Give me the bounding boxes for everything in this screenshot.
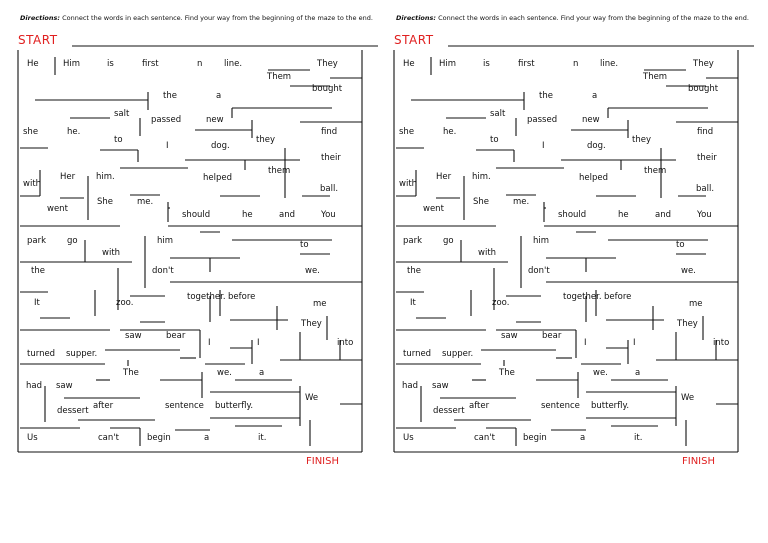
maze-word: dessert xyxy=(57,406,89,416)
maze-word: before xyxy=(228,292,256,302)
maze-word: me xyxy=(689,299,703,309)
maze-word: first xyxy=(518,59,535,69)
maze-word: bear xyxy=(542,331,562,341)
maze-word: I xyxy=(166,141,169,151)
maze-word: before xyxy=(604,292,632,302)
maze-word: The xyxy=(123,368,139,378)
maze-word: first xyxy=(142,59,159,69)
maze-word: It xyxy=(410,298,416,308)
maze-word: I xyxy=(584,338,587,348)
maze-word: she xyxy=(23,127,39,137)
maze-word: I xyxy=(257,338,260,348)
maze-word: should xyxy=(182,210,211,220)
maze-word: helped xyxy=(203,173,232,183)
maze-word: I xyxy=(633,338,636,348)
maze-word: supper. xyxy=(66,349,98,359)
maze-word: Us xyxy=(403,433,414,443)
maze-word: they xyxy=(256,135,275,145)
maze-word: a xyxy=(259,368,265,378)
maze-word: it. xyxy=(258,433,267,443)
maze-word: They xyxy=(317,59,338,69)
directions-text: Connect the words in each sentence. Find your way from the beginning of the maze to the end. xyxy=(62,14,373,22)
maze-word: to xyxy=(676,240,685,250)
maze-word: They xyxy=(677,319,698,329)
maze-word: salt xyxy=(490,109,506,119)
directions-text: Connect the words in each sentence. Find your way from the beginning of the maze to the end. xyxy=(438,14,749,22)
maze-word: can't xyxy=(98,433,119,443)
maze-word: he. xyxy=(67,127,81,137)
maze-word: park xyxy=(403,236,423,246)
maze-word: passed xyxy=(151,115,182,125)
maze-word: with xyxy=(102,248,121,258)
maze-word: You xyxy=(321,210,336,220)
maze-word: we. xyxy=(217,368,232,378)
maze-word: You xyxy=(697,210,712,220)
maze-word: ball. xyxy=(696,184,715,194)
maze-word: I xyxy=(208,338,211,348)
maze-word: they xyxy=(632,135,651,145)
maze-word: She xyxy=(473,197,490,207)
maze-word: line. xyxy=(600,59,619,69)
maze-word: into xyxy=(713,338,730,348)
maze-word: went xyxy=(47,204,68,214)
maze-word: a xyxy=(580,433,586,443)
maze-word: Her xyxy=(60,172,76,182)
maze-word: go xyxy=(443,236,454,246)
maze-word: the xyxy=(539,91,553,101)
maze-word: and xyxy=(655,210,671,220)
maze-word: him. xyxy=(472,172,491,182)
maze-word: line. xyxy=(224,59,243,69)
maze-word: after xyxy=(469,401,490,411)
maze-word: to xyxy=(300,240,309,250)
maze-word: he xyxy=(618,210,629,220)
directions-label: Directions: xyxy=(396,14,436,22)
maze-word: a xyxy=(204,433,210,443)
maze-word: saw xyxy=(501,331,518,341)
maze-word: the xyxy=(407,266,421,276)
maze-word: It xyxy=(34,298,40,308)
maze-word: a xyxy=(216,91,222,101)
maze-word: park xyxy=(27,236,47,246)
maze-word: new xyxy=(206,115,224,125)
maze-word: is xyxy=(107,59,114,69)
maze-word: He xyxy=(27,59,39,69)
maze-word: dog. xyxy=(587,141,606,151)
maze-word: saw xyxy=(125,331,142,341)
maze-word: I xyxy=(542,141,545,151)
maze-word: him. xyxy=(96,172,115,182)
maze-word: bought xyxy=(688,84,719,94)
maze-word: They xyxy=(301,319,322,329)
maze-word: and xyxy=(279,210,295,220)
maze-word: zoo. xyxy=(116,298,134,308)
maze-word: is xyxy=(483,59,490,69)
maze-word: should xyxy=(558,210,587,220)
maze-word: Us xyxy=(27,433,38,443)
maze-word: find xyxy=(697,127,714,137)
maze-word: butterfly. xyxy=(215,401,254,411)
maze-word: with xyxy=(23,179,42,189)
maze-word: She xyxy=(97,197,114,207)
maze-word: him xyxy=(157,236,174,246)
maze-word: n xyxy=(573,59,579,69)
maze-word: the xyxy=(163,91,177,101)
maze-word: sentence xyxy=(541,401,580,411)
maze-word: the xyxy=(31,266,45,276)
maze-word: dog. xyxy=(211,141,230,151)
maze-word: helped xyxy=(579,173,608,183)
maze-word: The xyxy=(499,368,515,378)
maze-word: Her xyxy=(436,172,452,182)
maze-word: We xyxy=(681,393,695,403)
maze-word: she xyxy=(399,127,415,137)
directions-label: Directions: xyxy=(20,14,60,22)
maze-word: turned xyxy=(403,349,432,359)
maze-word: with xyxy=(478,248,497,258)
maze-word: new xyxy=(582,115,600,125)
maze-word: bought xyxy=(312,84,343,94)
start-label: START xyxy=(18,33,58,47)
maze-word: butterfly. xyxy=(591,401,630,411)
maze-word: Him xyxy=(63,59,81,69)
maze-word: me. xyxy=(513,197,530,207)
maze-word: with xyxy=(399,179,418,189)
finish-label: FINISH xyxy=(306,456,339,467)
maze-word: turned xyxy=(27,349,56,359)
maze-word: me. xyxy=(137,197,154,207)
worksheet-right xyxy=(376,0,760,543)
start-label: START xyxy=(394,33,434,47)
maze-word: go xyxy=(67,236,78,246)
maze-word: They xyxy=(693,59,714,69)
maze-word: sentence xyxy=(165,401,204,411)
maze-word: saw xyxy=(432,381,449,391)
maze-word: their xyxy=(697,153,717,163)
maze-word: Him xyxy=(439,59,457,69)
maze-word: a xyxy=(635,368,641,378)
maze-word: he xyxy=(242,210,253,220)
maze-word: dessert xyxy=(433,406,465,416)
maze-word: He xyxy=(403,59,415,69)
maze-word: them xyxy=(268,166,291,176)
maze-word: supper. xyxy=(442,349,474,359)
maze-word: me xyxy=(313,299,327,309)
maze-word: to xyxy=(114,135,123,145)
maze-word: begin xyxy=(523,433,547,443)
maze-word: Them xyxy=(267,72,292,82)
maze-word: don't xyxy=(528,266,550,276)
maze-word: saw xyxy=(56,381,73,391)
maze-word: he. xyxy=(443,127,457,137)
maze-word: after xyxy=(93,401,114,411)
maze-word: together. xyxy=(563,292,602,302)
maze-word: went xyxy=(423,204,444,214)
maze-word: we. xyxy=(681,266,696,276)
maze-word: We xyxy=(305,393,319,403)
maze-word: had xyxy=(402,381,418,391)
maze-word: passed xyxy=(527,115,558,125)
maze-word: a xyxy=(592,91,598,101)
maze-word: into xyxy=(337,338,354,348)
maze-word: zoo. xyxy=(492,298,510,308)
maze-word: their xyxy=(321,153,341,163)
maze-word: don't xyxy=(152,266,174,276)
maze-word: bear xyxy=(166,331,186,341)
maze-word: him xyxy=(533,236,550,246)
maze-word: them xyxy=(644,166,667,176)
maze-word: can't xyxy=(474,433,495,443)
maze-word: together. xyxy=(187,292,226,302)
maze-word: n xyxy=(197,59,203,69)
maze-word: Them xyxy=(643,72,668,82)
maze-word: salt xyxy=(114,109,130,119)
maze-word: it. xyxy=(634,433,643,443)
maze-word: had xyxy=(26,381,42,391)
maze-word: ball. xyxy=(320,184,339,194)
maze-word: we. xyxy=(593,368,608,378)
maze-word: we. xyxy=(305,266,320,276)
maze-word: to xyxy=(490,135,499,145)
maze-word: find xyxy=(321,127,338,137)
finish-label: FINISH xyxy=(682,456,715,467)
maze-word: begin xyxy=(147,433,171,443)
